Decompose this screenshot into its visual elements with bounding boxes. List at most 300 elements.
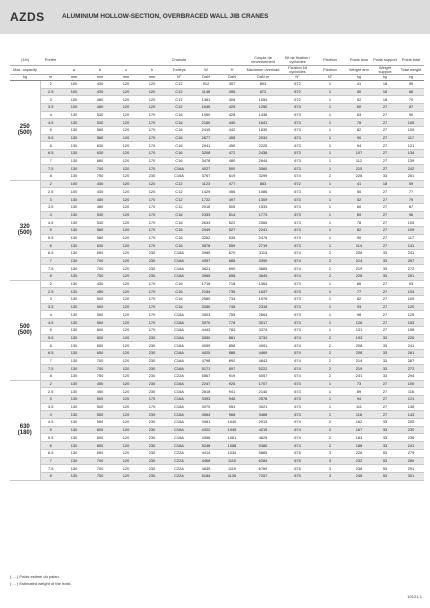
table-cell: 6.5 xyxy=(40,249,61,257)
table-cell: 750 xyxy=(87,372,113,380)
table-cell: 783 xyxy=(219,326,245,334)
table-cell: 3468 xyxy=(245,411,281,419)
column-header: N° xyxy=(314,74,346,80)
table-cell: 3299 xyxy=(245,173,281,181)
table-cell: 650 xyxy=(87,349,113,357)
table-cell: C12 xyxy=(165,80,193,88)
table-row xyxy=(10,134,424,142)
table-cell: 33 xyxy=(372,173,398,181)
table-cell: 700 xyxy=(87,465,113,473)
table-cell: 130 xyxy=(61,234,87,242)
table-cell: 170 xyxy=(139,311,165,319)
table-cell: C16 xyxy=(165,234,193,242)
table-cell: 5 xyxy=(40,226,61,234)
table-row xyxy=(10,426,424,434)
table-cell: 53 xyxy=(372,449,398,457)
table-cell: 93 xyxy=(398,280,424,288)
table-cell: 167 xyxy=(346,426,372,434)
table-cell: 230 xyxy=(139,434,165,442)
table-row xyxy=(10,88,424,96)
table-cell: 130 xyxy=(61,349,87,357)
table-cell: 858 xyxy=(219,342,245,350)
table-cell: 673 xyxy=(281,150,314,158)
table-cell: 2018 xyxy=(193,203,219,211)
table-cell: C16A xyxy=(165,349,193,357)
table-cell: 580 xyxy=(87,126,113,134)
table-cell: 41 xyxy=(346,180,372,188)
table-cell: 4425 xyxy=(193,349,219,357)
table-cell: 120 xyxy=(113,234,139,242)
table-cell: 63 xyxy=(346,111,372,119)
table-cell: 1718 xyxy=(193,280,219,288)
table-cell: 130 xyxy=(61,257,87,265)
table-cell: 2 xyxy=(314,357,346,365)
table-cell: 27 xyxy=(372,388,398,396)
table-cell: 430 xyxy=(87,188,113,196)
table-cell: 170 xyxy=(139,157,165,165)
table-cell: 208 xyxy=(346,249,372,257)
table-cell: 120 xyxy=(113,157,139,165)
table-cell: 673 xyxy=(281,380,314,388)
column-header: N° xyxy=(165,74,193,80)
table-cell: 497 xyxy=(219,196,245,204)
table-cell: 1 xyxy=(314,226,346,234)
table-cell: 18 xyxy=(372,80,398,88)
table-cell: 550 xyxy=(87,311,113,319)
table-cell: 5057 xyxy=(245,372,281,380)
table-cell: 120 xyxy=(113,196,139,204)
table-cell: 559 xyxy=(219,242,245,250)
table-cell: 1123 xyxy=(193,180,219,188)
table-cell: 2065 xyxy=(245,219,281,227)
table-cell: 130 xyxy=(61,311,87,319)
table-cell: 230 xyxy=(398,426,424,434)
table-cell: 100 xyxy=(61,88,87,96)
table-cell: 6284 xyxy=(245,457,281,465)
table-cell: 580 xyxy=(87,226,113,234)
table-cell: 230 xyxy=(139,372,165,380)
table-cell: 236 xyxy=(398,434,424,442)
table-cell: 230 xyxy=(139,380,165,388)
table-cell: 3 xyxy=(314,472,346,480)
table-cell: 700 xyxy=(87,165,113,173)
table-cell: 455 xyxy=(219,134,245,142)
column-header: c xyxy=(113,66,139,75)
table-cell: 600 xyxy=(87,326,113,334)
table-row xyxy=(10,319,424,327)
column-header: W xyxy=(193,66,219,75)
column-header: Fixation xyxy=(314,66,346,75)
table-row xyxy=(10,280,424,288)
table-cell: 3478 xyxy=(193,157,219,165)
table-cell: 27 xyxy=(372,203,398,211)
table-cell: 53 xyxy=(372,457,398,465)
table-cell: C12 xyxy=(165,196,193,204)
table-cell: 1 xyxy=(314,396,346,404)
table-cell: 261 xyxy=(398,173,424,181)
table-cell: 87 xyxy=(398,103,424,111)
table-cell: 120 xyxy=(139,88,165,96)
table-cell: C16A xyxy=(165,411,193,419)
table-cell: 750 xyxy=(87,273,113,281)
table-cell: C12 xyxy=(165,88,193,96)
table-cell: 4357 xyxy=(193,257,219,265)
page-header xyxy=(0,0,430,34)
table-cell: 79 xyxy=(398,196,424,204)
table-row xyxy=(10,142,424,150)
table-cell: 3 xyxy=(40,196,61,204)
table-cell: 5.5 xyxy=(40,234,61,242)
table-cell: 120 xyxy=(113,326,139,334)
table-cell: 428 xyxy=(219,111,245,119)
table-cell: 33 xyxy=(372,434,398,442)
table-cell: 27 xyxy=(372,280,398,288)
table-cell: 279 xyxy=(398,449,424,457)
table-cell: 82 xyxy=(346,296,372,304)
table-cell: 778 xyxy=(219,319,245,327)
table-row xyxy=(10,211,424,219)
table-cell: 530 xyxy=(87,111,113,119)
table-cell: 6.5 xyxy=(40,449,61,457)
table-cell: 33 xyxy=(372,419,398,427)
table-cell: 5865 xyxy=(245,449,281,457)
table-cell: 120 xyxy=(113,119,139,127)
table-cell: 7.5 xyxy=(40,465,61,473)
table-cell: 456 xyxy=(219,188,245,196)
table-cell: 1381 xyxy=(193,96,219,104)
table-cell: 138 xyxy=(398,403,424,411)
table-cell: 2438 xyxy=(245,150,281,158)
table-cell: 230 xyxy=(139,449,165,457)
table-cell: 130 xyxy=(61,288,87,296)
table-cell: 27 xyxy=(372,296,398,304)
table-cell: 60 xyxy=(346,203,372,211)
table-cell: C16 xyxy=(165,126,193,134)
table-cell: 170 xyxy=(139,319,165,327)
table-cell: 130 xyxy=(61,126,87,134)
table-cell: 1830 xyxy=(245,126,281,134)
table-cell: 675 xyxy=(281,449,314,457)
table-cell: 120 xyxy=(113,257,139,265)
table-cell: 1309 xyxy=(245,196,281,204)
table-cell: 170 xyxy=(139,126,165,134)
table-cell: 1 xyxy=(314,103,346,111)
table-cell: 112 xyxy=(346,157,372,165)
table-row xyxy=(10,303,424,311)
table-cell: 120 xyxy=(113,188,139,196)
table-row xyxy=(10,180,424,188)
table-cell: 2 xyxy=(314,257,346,265)
table-cell: 130 xyxy=(61,280,87,288)
table-cell: 3644 xyxy=(245,273,281,281)
table-cell: 2 xyxy=(40,280,61,288)
table-cell: 230 xyxy=(139,465,165,473)
table-cell: 673 xyxy=(281,111,314,119)
table-cell: 120 xyxy=(113,442,139,450)
table-cell: 52 xyxy=(346,196,372,204)
table-cell: 2 xyxy=(314,342,346,350)
table-cell: C16A xyxy=(165,380,193,388)
table-cell: 285 xyxy=(398,457,424,465)
table-cell: 673 xyxy=(281,134,314,142)
table-cell: 230 xyxy=(139,388,165,396)
table-cell: 450 xyxy=(87,380,113,388)
table-cell: 514 xyxy=(219,211,245,219)
column-header: Poids tous xyxy=(346,54,372,66)
table-cell: 41 xyxy=(346,80,372,88)
table-cell: 886 xyxy=(219,349,245,357)
table-cell: 4.5 xyxy=(40,419,61,427)
table-cell: 674 xyxy=(281,265,314,273)
table-cell: 580 xyxy=(87,134,113,142)
table-cell: 214 xyxy=(346,257,372,265)
table-cell: 170 xyxy=(139,211,165,219)
table-cell: 3393 xyxy=(193,396,219,404)
table-cell: 232 xyxy=(346,457,372,465)
column-header: Poids total xyxy=(398,54,424,66)
table-cell: 674 xyxy=(281,273,314,281)
table-cell: 2949 xyxy=(193,226,219,234)
table-cell: 1086 xyxy=(245,188,281,196)
table-cell: 120 xyxy=(113,396,139,404)
table-cell: 1068 xyxy=(219,442,245,450)
table-cell: 700 xyxy=(87,365,113,373)
table-cell: 230 xyxy=(139,411,165,419)
table-cell: C12 xyxy=(165,188,193,196)
table-cell: 893 xyxy=(245,80,281,88)
table-cell: 228 xyxy=(346,273,372,281)
table-cell: 440 xyxy=(219,119,245,127)
table-cell: 130 xyxy=(61,165,87,173)
table-cell: 3021 xyxy=(245,403,281,411)
table-cell: 1950 xyxy=(193,111,219,119)
table-cell: 2818 xyxy=(193,388,219,396)
table-cell: 480 xyxy=(87,203,113,211)
table-cell: 130 xyxy=(61,334,87,342)
table-row xyxy=(10,111,424,119)
table-cell: 1364 xyxy=(245,280,281,288)
table-cell: 27 xyxy=(372,303,398,311)
table-cell: 120 xyxy=(113,334,139,342)
table-cell: 734 xyxy=(219,296,245,304)
table-cell: 673 xyxy=(281,203,314,211)
table-cell: 2 xyxy=(314,265,346,273)
table-cell: 853 xyxy=(245,180,281,188)
table-cell: 673 xyxy=(281,196,314,204)
table-cell: 674 xyxy=(281,334,314,342)
table-cell: 130 xyxy=(61,249,87,257)
table-cell: 241 xyxy=(398,342,424,350)
table-cell: 4564 xyxy=(193,411,219,419)
table-cell: 27 xyxy=(372,196,398,204)
column-header xyxy=(113,54,139,66)
table-cell: 170 xyxy=(139,326,165,334)
table-cell: 2 xyxy=(314,273,346,281)
table-cell: 33 xyxy=(372,442,398,450)
table-row xyxy=(10,150,424,158)
table-cell: 130 xyxy=(61,403,87,411)
column-header: kg xyxy=(346,74,372,80)
table-cell: 1250 xyxy=(245,103,281,111)
column-header: mm xyxy=(113,74,139,80)
column-header xyxy=(139,54,165,66)
table-row xyxy=(10,103,424,111)
table-cell: 121 xyxy=(398,142,424,150)
table-cell: 7.5 xyxy=(40,365,61,373)
table-cell: 27 xyxy=(372,242,398,250)
table-cell: 4625 xyxy=(245,434,281,442)
table-cell: C16A xyxy=(165,388,193,396)
table-cell: 33 xyxy=(372,334,398,342)
table-cell: C16A xyxy=(165,396,193,404)
table-cell: 1 xyxy=(314,242,346,250)
table-cell: 100 xyxy=(61,180,87,188)
table-cell: 109 xyxy=(398,226,424,234)
table-cell: 3262 xyxy=(193,234,219,242)
table-cell: 881 xyxy=(219,334,245,342)
table-cell: 291 xyxy=(398,465,424,473)
table-cell: 230 xyxy=(139,249,165,257)
table-cell: C16 xyxy=(165,242,193,250)
table-cell: 130 xyxy=(61,157,87,165)
table-cell: 430 xyxy=(87,88,113,96)
table-cell: 94 xyxy=(346,396,372,404)
table-cell: 674 xyxy=(281,365,314,373)
table-cell: 188 xyxy=(346,442,372,450)
table-cell: 650 xyxy=(87,342,113,350)
column-header: mm xyxy=(139,74,165,80)
table-cell: C16A xyxy=(165,173,193,181)
table-cell: 120 xyxy=(113,426,139,434)
table-cell: 230 xyxy=(139,273,165,281)
table-cell: 120 xyxy=(113,142,139,150)
table-row xyxy=(10,372,424,380)
table-cell: 3017 xyxy=(245,319,281,327)
table-cell: 53 xyxy=(372,472,398,480)
table-cell: 27 xyxy=(372,326,398,334)
table-row xyxy=(10,188,424,196)
table-cell: 120 xyxy=(113,249,139,257)
table-cell: 170 xyxy=(139,196,165,204)
table-cell: 33 xyxy=(372,365,398,373)
table-cell: 130 xyxy=(61,203,87,211)
table-cell: 120 xyxy=(113,173,139,181)
table-cell: 120 xyxy=(113,111,139,119)
table-cell: 130 xyxy=(61,372,87,380)
column-header: Portée xyxy=(40,54,61,66)
table-cell: 674 xyxy=(281,349,314,357)
table-cell: 425 xyxy=(219,103,245,111)
table-cell: 60 xyxy=(346,103,372,111)
table-cell: C12 xyxy=(165,180,193,188)
table-cell: 1 xyxy=(314,234,346,242)
table-cell: 4635 xyxy=(193,465,219,473)
table-cell: 27 xyxy=(372,288,398,296)
column-header: Total weight xyxy=(398,66,424,75)
table-cell: 1 xyxy=(314,150,346,158)
table-cell: 1 xyxy=(314,211,346,219)
table-cell: 94 xyxy=(346,142,372,150)
table-cell: 5.5 xyxy=(40,334,61,342)
table-cell: C16A xyxy=(165,426,193,434)
table-cell: 120 xyxy=(113,403,139,411)
table-cell: 1126 xyxy=(219,472,245,480)
table-cell: 120 xyxy=(398,303,424,311)
table-cell: 27 xyxy=(372,188,398,196)
table-cell: 89 xyxy=(346,388,372,396)
table-cell: C16A xyxy=(165,311,193,319)
table-cell: 33 xyxy=(372,426,398,434)
table-cell: 33 xyxy=(372,372,398,380)
table-cell: 674 xyxy=(281,249,314,257)
table-cell: 120 xyxy=(139,180,165,188)
table-cell: 1 xyxy=(314,80,346,88)
table-cell: 120 xyxy=(113,319,139,327)
table-cell: 143 xyxy=(398,411,424,419)
table-cell: 7 xyxy=(40,357,61,365)
table-cell: 7.5 xyxy=(40,165,61,173)
table-cell: 2580 xyxy=(193,296,219,304)
table-cell: 673 xyxy=(281,296,314,304)
table-cell: 100 xyxy=(61,96,87,104)
table-cell: 287 xyxy=(398,357,424,365)
table-cell: C16A xyxy=(165,257,193,265)
table-cell: 120 xyxy=(113,80,139,88)
table-cell: 4798 xyxy=(193,357,219,365)
table-cell: 107 xyxy=(346,150,372,158)
table-cell: 3 xyxy=(314,449,346,457)
column-header: m xyxy=(40,74,61,80)
table-cell: 7 xyxy=(40,257,61,265)
table-cell: 700 xyxy=(87,265,113,273)
table-cell: 120 xyxy=(113,280,139,288)
table-cell: 120 xyxy=(113,126,139,134)
table-cell: 130 xyxy=(61,472,87,480)
column-header xyxy=(193,54,219,66)
table-row xyxy=(10,334,424,342)
table-cell: C12 xyxy=(165,96,193,104)
capacity-hoist-weight: (500) xyxy=(17,130,32,137)
table-cell: C16A xyxy=(165,434,193,442)
table-cell: 442 xyxy=(219,126,245,134)
table-cell: 7257 xyxy=(245,472,281,480)
column-header: mm xyxy=(61,74,87,80)
table-cell: 109 xyxy=(398,126,424,134)
table-cell: 650 xyxy=(87,442,113,450)
table-cell: 116 xyxy=(346,411,372,419)
table-cell: 130 xyxy=(61,273,87,281)
table-cell: 925 xyxy=(219,380,245,388)
table-row xyxy=(10,165,424,173)
table-cell: C16 xyxy=(165,303,193,311)
table-cell: 230 xyxy=(139,426,165,434)
table-cell: 53 xyxy=(372,465,398,473)
table-row xyxy=(10,411,424,419)
table-cell: 5 xyxy=(40,126,61,134)
table-cell: 4 xyxy=(40,211,61,219)
table-cell: 3.5 xyxy=(40,403,61,411)
table-cell: 674 xyxy=(281,257,314,265)
table-row xyxy=(10,296,424,304)
table-cell: 66 xyxy=(346,280,372,288)
table-cell: 673 xyxy=(281,403,314,411)
table-cell: 170 xyxy=(139,219,165,227)
table-cell: 27 xyxy=(372,311,398,319)
footnote-fr: ( ... ) Poids estimé du palan. xyxy=(10,574,60,579)
table-cell: 130 xyxy=(61,442,87,450)
table-row xyxy=(10,157,424,165)
table-cell: 480 xyxy=(87,196,113,204)
